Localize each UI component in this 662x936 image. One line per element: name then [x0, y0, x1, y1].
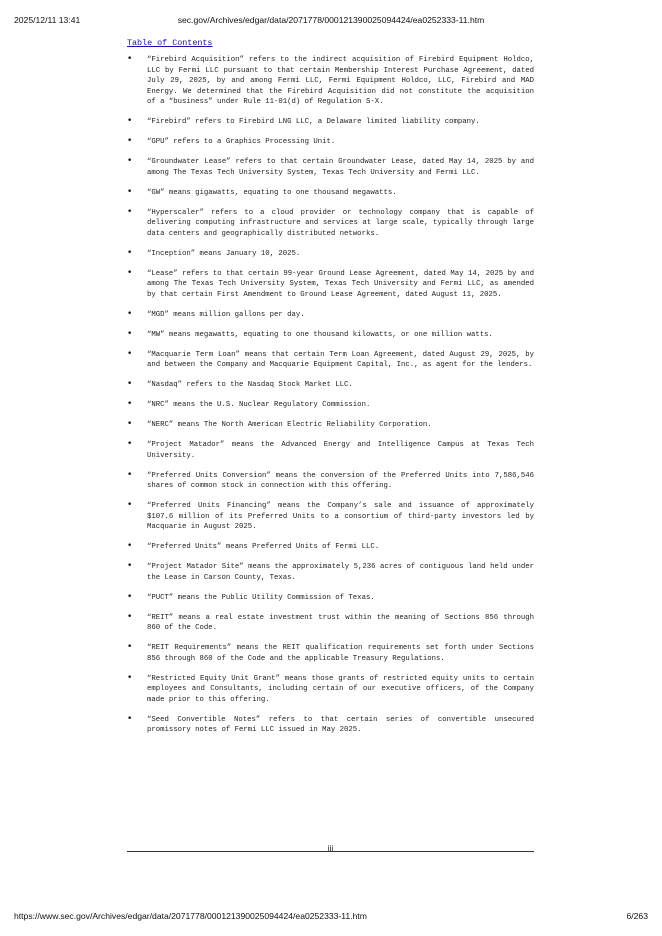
print-header-url: sec.gov/Archives/edgar/data/2071778/000121390025094424/ea0252333-11.htm	[177, 15, 485, 25]
definition-item: • “Restricted Equity Unit Grant” means those grants of restricted equity units to certain employees and Consultants, including certain of our executive officers, of the Company made prior to this offering.	[127, 674, 534, 706]
definition-item: • “Preferred Units” means Preferred Units of Fermi LLC.	[127, 542, 534, 553]
definition-item: • “Nasdaq” refers to the Nasdaq Stock Market LLC.	[127, 380, 534, 391]
definition-item: • “Preferred Units Conversion” means the conversion of the Preferred Units into 7,586,546 shares of common stock in connection with this offering.	[127, 471, 534, 492]
definition-item: • “GW” means gigawatts, equating to one thousand megawatts.	[127, 188, 534, 199]
print-footer	[0, 911, 662, 925]
definition-item: • “GPU” refers to a Graphics Processing Unit.	[127, 137, 534, 148]
page-divider	[127, 851, 534, 852]
definition-item: • “MW” means megawatts, equating to one thousand kilowatts, or one million watts.	[127, 330, 534, 341]
definitions-list	[127, 55, 534, 745]
print-header	[0, 15, 662, 29]
definition-item: • “MGD” means million gallons per day.	[127, 310, 534, 321]
definition-item: • “Preferred Units Financing” means the Company’s sale and issuance of approximately $107.6 million of its Preferred Units to a consortium of third-party investors led by Macquarie in August 2025.	[127, 501, 534, 533]
definition-item: • “PUCT” means the Public Utility Commission of Texas.	[127, 593, 534, 604]
print-page-count: 6/263	[626, 911, 648, 921]
definition-item: • “Groundwater Lease” refers to that certain Groundwater Lease, dated May 14, 2025 by and among The Texas Tech University System, Texas Tech University and Fermi LLC.	[127, 157, 534, 178]
print-footer-url: https://www.sec.gov/Archives/edgar/data/2071778/000121390025094424/ea0252333-11.htm	[14, 911, 367, 921]
page-number: iii	[327, 843, 334, 853]
definition-item: • “Firebird Acquisition” refers to the indirect acquisition of Firebird Equipment Holdco, LLC by Fermi LLC pursuant to that certain Membership Interest Purchase Agreement, dated July 29, 2025, by and among Fermi LLC, Fermi Equipment Holdco, LLC, Firebird and MAD Energy. We determined that the Firebird Acquisition did not constitute the acquisition of a “business” under Rule 11-01(d) of Regulation S-X.	[127, 55, 534, 108]
definition-item: • “NERC” means The North American Electric Reliability Corporation.	[127, 420, 534, 431]
definition-item: • “Seed Convertible Notes” refers to that certain series of convertible unsecured promissory notes of Fermi LLC issued in May 2025.	[127, 715, 534, 736]
definition-item: • “Lease” refers to that certain 99-year Ground Lease Agreement, dated May 14, 2025 by and among The Texas Tech University System, Texas Tech University and Fermi LLC, as amended by that certain First Amendment to Ground Lease Agreement, dated August 11, 2025.	[127, 269, 534, 301]
definition-item: • “Project Matador Site” means the approximately 5,236 acres of contiguous land held under the Lease in Carson County, Texas.	[127, 562, 534, 583]
definition-item: • “REIT Requirements” means the REIT qualification requirements set forth under Sections 856 through 860 of the Code and the applicable Treasury Regulations.	[127, 643, 534, 664]
definition-item: • “Firebird” refers to Firebird LNG LLC, a Delaware limited liability company.	[127, 117, 534, 128]
print-timestamp: 2025/12/11 13:41	[14, 15, 81, 25]
definition-item: • “REIT” means a real estate investment trust within the meaning of Sections 856 through 860 of the Code.	[127, 613, 534, 634]
definition-item: • “Project Matador” means the Advanced Energy and Intelligence Campus at Texas Tech University.	[127, 440, 534, 461]
definition-item: • “Inception” means January 10, 2025.	[127, 249, 534, 260]
table-of-contents-link[interactable]: Table of Contents	[127, 38, 213, 48]
definition-item: • “Hyperscaler” refers to a cloud provider or technology company that is capable of delivering computing infrastructure and services at large scale, typically through large data centers and geographically distributed networks.	[127, 208, 534, 240]
definition-item: • “NRC” means the U.S. Nuclear Regulatory Commission.	[127, 400, 534, 411]
definition-item: • “Macquarie Term Loan” means that certain Term Loan Agreement, dated August 29, 2025, by and between the Company and Macquarie Equipment Capital, Inc., as agent for the lenders.	[127, 350, 534, 371]
